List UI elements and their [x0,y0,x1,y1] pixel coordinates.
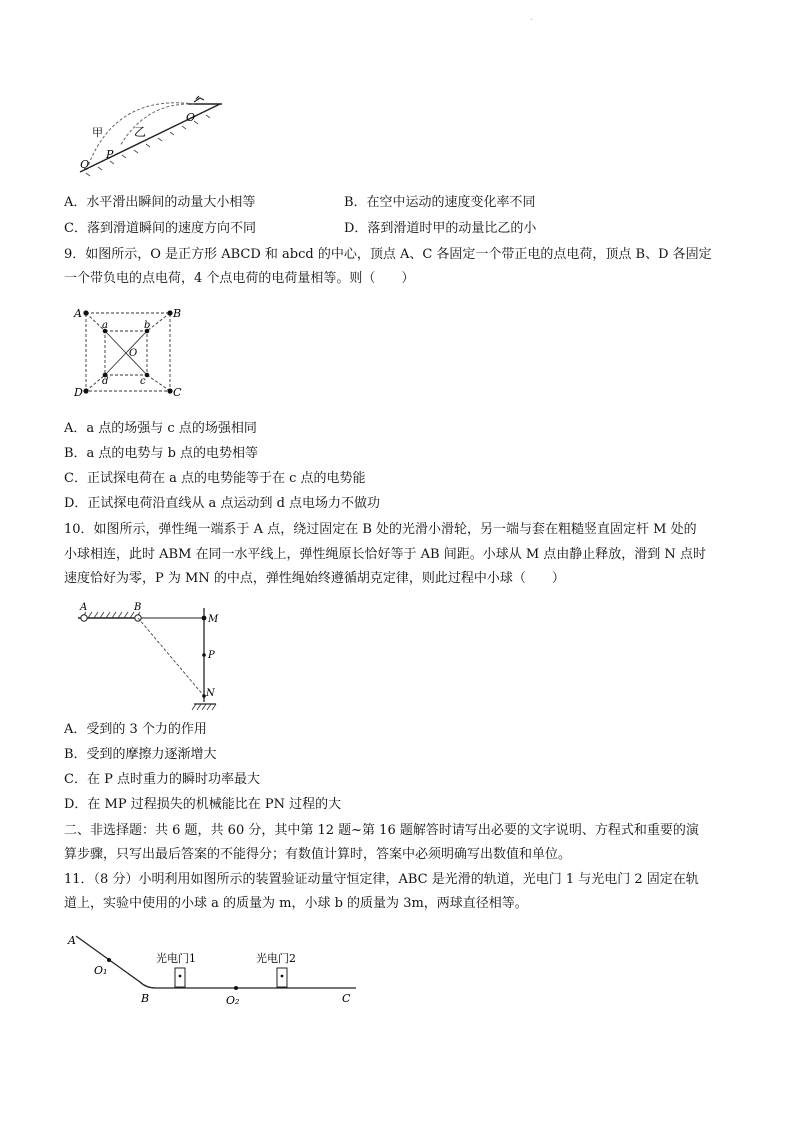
q8-option-c: C．落到滑道瞬间的速度方向不同 [64,221,256,236]
label-Q: Q [80,158,90,171]
q10-figure [76,598,226,716]
photogate-2-sensor [281,975,284,978]
label-M: M [208,614,219,625]
q10-stem-line2: 小球相连，此时 ABM 在同一水平线上，弹性绳原长恰好等于 AB 间距。小球从 M 点由静止释放，滑到 N 点时 [64,547,706,562]
rope-BN [138,618,204,696]
q9-figure [74,305,184,397]
label-photogate-2: 光电门2 [256,952,296,965]
q9-stem-line1: 9．如图所示，O 是正方形 ABCD 和 abcd 的中心，顶点 A、C 各固定一个带正电的点电荷，顶点 B、D 各固定 [64,247,712,262]
photogate-2 [277,968,287,987]
label-photogate-1: 光电门1 [156,952,196,965]
label-B: B [173,307,182,320]
point-A [83,310,88,315]
q10-option-a: A．受到的 3 个力的作用 [64,722,207,737]
point-P [202,653,206,657]
photogate-1-sensor [179,975,182,978]
q9-option-b: B．a 点的电势与 b 点的电势相等 [64,446,259,461]
q9-stem-line2: 一个带负电的点电荷，4 个点电荷的电荷量相等。则（ ） [64,271,415,286]
q8-option-a: A．水平滑出瞬间的动量大小相等 [64,195,256,210]
skier-icon [194,96,204,102]
label-B: B [134,602,142,613]
label-jia: 甲 [92,126,103,139]
q10-stem-line1: 10．如图所示，弹性绳一端系于 A 点，绕过固定在 B 处的光滑小滑轮，另一端与套在粗糙竖直固定杆 M 处的 [64,522,697,537]
slope-hatching [86,115,210,176]
section2-line1: 二、非选择题：共 6 题，共 60 分，其中第 12 题~第 16 题解答时请写出必要的文字说明、方程式和重要的演 [64,823,699,838]
trajectory-yi [120,104,194,146]
ground-hatching [192,704,216,710]
label-B: B [141,992,150,1005]
label-O1: O₁ [94,964,108,977]
label-O: O [186,111,196,124]
diag-C-c [147,375,170,391]
point-D [83,388,88,393]
label-C: C [342,992,351,1005]
q10-stem-line3: 速度恰好为零，P 为 MN 的中点，弹性绳始终遵循胡克定律，则此过程中小球（ ） [64,571,565,586]
point-C [167,388,172,393]
q11-stem-line2: 道上，实验中使用的小球 a 的质量为 m，小球 b 的质量为 3m，两球直径相等。 [64,896,528,911]
label-O2: O₂ [226,994,240,1007]
q10-option-c: C．在 P 点时重力的瞬时功率最大 [64,772,260,787]
label-d: d [102,376,109,387]
point-M [202,616,207,621]
q9-option-d: D．正试探电荷沿直线从 a 点运动到 d 点电场力不做功 [64,496,381,511]
label-P: P [106,148,114,161]
section2-line2: 算步骤，只写出最后答案的不能得分；有数值计算时，答案中必须明确写出数值和单位。 [64,847,572,862]
header-mark: · [530,15,534,26]
label-P: P [208,650,215,661]
track-ABC [76,936,356,988]
point-B [167,310,172,315]
point-O2 [234,986,238,990]
label-b: b [144,320,151,331]
q8-option-b: B．在空中运动的速度变化率不同 [344,195,536,210]
q11-stem-line1: 11．（8 分）小明利用如图所示的装置验证动量守恒定律，ABC 是光滑的轨道，光电门 1 与光电门 2 固定在轨 [64,872,699,887]
label-C: C [173,386,182,399]
diag-B-b [147,313,170,331]
label-N: N [206,688,215,699]
q10-option-d: D．在 MP 过程损失的机械能比在 PN 过程的大 [64,797,342,812]
q9-option-a: A．a 点的场强与 c 点的场强相同 [64,421,257,436]
photogate-1 [175,968,185,987]
q8-option-d: D．落到滑道时甲的动量比乙的小 [344,221,537,236]
label-A: A [68,934,76,947]
label-yi: 乙 [134,125,147,139]
label-O: O [129,348,138,359]
q9-option-c: C．正试探电荷在 a 点的电势能等于在 c 点的电势能 [64,471,366,486]
label-A: A [74,307,82,320]
label-A: A [80,602,88,613]
q8-figure [76,96,226,176]
q11-figure [66,930,366,1010]
label-c: c [140,376,146,387]
label-D: D [74,386,83,399]
q10-option-b: B．受到的摩擦力逐渐增大 [64,747,217,762]
ceiling-hatching [82,612,140,618]
label-a: a [102,320,108,331]
pulley-A [81,615,87,621]
point-O1 [107,958,111,962]
